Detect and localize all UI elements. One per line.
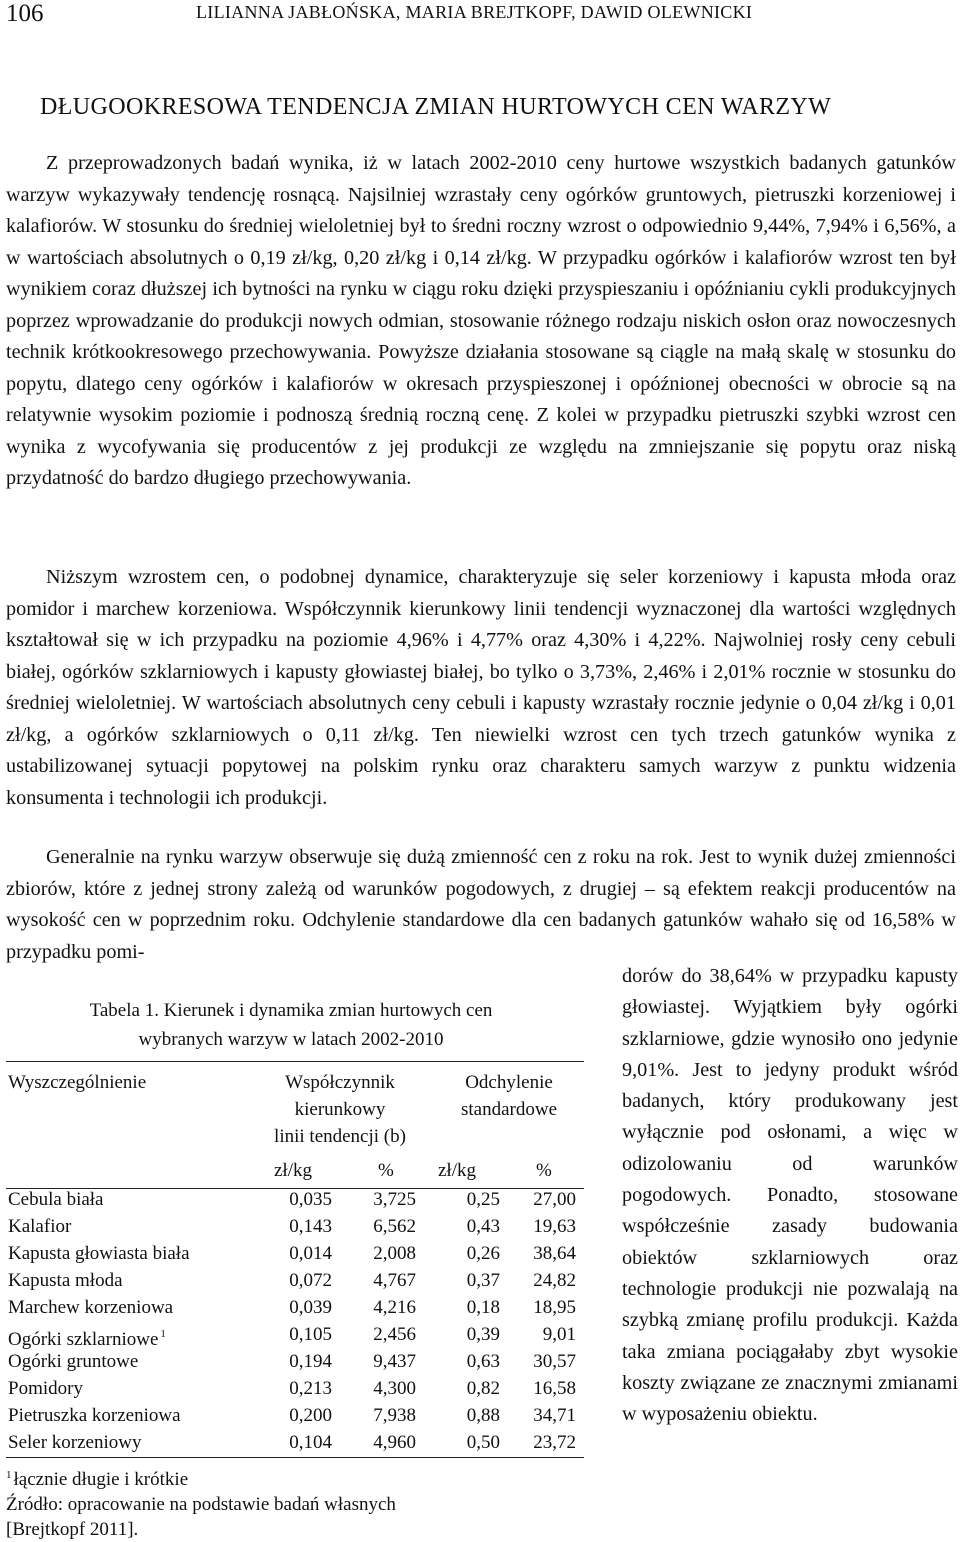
table-caption [6, 996, 576, 1054]
coef-abs [289, 1240, 332, 1267]
coef-pct-text: 2,008 [373, 1243, 416, 1264]
std-abs [467, 1429, 500, 1456]
coef-pct-text: 7,938 [373, 1405, 416, 1426]
std-abs-text: 0,43 [466, 1216, 500, 1237]
table-row [6, 1429, 584, 1456]
row-name [8, 1213, 71, 1240]
std-pct-text: 16,58 [533, 1378, 576, 1399]
std-abs-text: 0,50 [466, 1432, 500, 1453]
paragraph-1-text: Z przeprowadzonych badań wynika, iż w latach 2002-2010 ceny hurtowe wszystkich badanych gatunków warzyw wykazywały tendencję rosnącą. Najsilniej wzrastały ceny ogórków gruntowych, pietruszki korzeniowej i kalafiorów. W stosunku do średniej wieloletniej był to średni roczny wzrost o odpowiednio 9,44%, 7,94% i 6,56%, a w wartościach absolutnych o 0,19 zł/kg, 0,20 zł/kg i 0,14 zł/kg. W przypadku ogórków i kalafiorów wzrost ten był wynikiem coraz dłuższej ich bytności na rynku w ciągu roku dzięki przyspieszaniu i opóźnianiu cykli produkcyjnych poprzez wprowadzanie do produkcji nowych odmian, stosowanie różnego rodzaju niskich osłon oraz nowoczesnych technik krótkookresowego przechowywania. Powyższe działania stosowane są ciągle na małą skalę w stosunku do popytu, dlatego ceny ogórków i kalafiorów w okresach przyspieszonej i opóźnionej obecności w obrocie są na relatywnie wysokim poziomie i podnoszą średnią roczną cenę. Z kolei w przypadku pietruszki szybki wzrost cen wynika z wycofywania się producentów z jej produkcji ze względu na zmniejszanie się popytu oraz niską przydatność do bardzo długiego przechowywania. [6, 152, 956, 489]
std-abs-text: 0,82 [466, 1378, 500, 1399]
footnote-text: łącznie długie i krótkie [13, 1469, 189, 1490]
paragraph-3-continued: dorów do 38,64% w przypadku kapusty głowiastej. Wyjątkiem były ogórki szklarniowe, gdzie wynosiło ono jedynie 9,01%. Jest to jedyny produkt wśród badanych, który produkowany jest wyłącznie pod osłonami, a więc w odizolowaniu od warunków pogodowych. Ponadto, stosowane współcześnie zasady budowania obiektów szklarniowych oraz technologie produkcji nie pozwalają na szybką zmianę profilu produkcji. Każda taka zmiana pociągałaby zbyt wysokie koszty związane ze znacznymi zmianami w wyposażeniu obiektu. [622, 965, 958, 1426]
std-pct [533, 1240, 576, 1267]
table-source-line-1: Źródło: opracowanie na podstawie badań własnych [6, 1494, 396, 1515]
coef-abs-text: 0,039 [289, 1297, 332, 1318]
coef-pct-text: 3,725 [373, 1189, 416, 1210]
coef-pct-text: 4,767 [373, 1270, 416, 1291]
authors-header: LILIANNA JABŁOŃSKA, MARIA BREJTKOPF, DAWID OLEWNICKI [196, 2, 753, 22]
table-row [6, 1375, 584, 1402]
table-row [6, 1348, 584, 1375]
coef-abs-text: 0,014 [289, 1243, 332, 1264]
unit-coef-pct: % [378, 1160, 394, 1181]
table-row [6, 1321, 584, 1348]
unit-std-abs: zł/kg [438, 1160, 476, 1181]
coef-abs-text: 0,143 [289, 1216, 332, 1237]
row-name [8, 1402, 181, 1429]
std-pct-text: 30,57 [533, 1351, 576, 1372]
row-name [8, 1294, 173, 1321]
header-coefficient-line-3: linii tendencji (b) [274, 1126, 406, 1147]
coef-pct [373, 1402, 416, 1429]
coef-pct [373, 1267, 416, 1294]
coef-abs-text: 0,035 [289, 1189, 332, 1210]
table-caption-line-1: Tabela 1. Kierunek i dynamika zmian hurtowych cen [89, 1000, 493, 1021]
std-pct-text: 23,72 [533, 1432, 576, 1453]
row-name-text: Ogórki gruntowe [8, 1351, 139, 1372]
coef-abs [289, 1267, 332, 1294]
std-abs [467, 1186, 500, 1213]
header-coefficient-line-2: kierunkowy [294, 1099, 386, 1120]
std-pct [533, 1213, 576, 1240]
std-abs-text: 0,18 [466, 1297, 500, 1318]
header-coefficient-line-1: Współczynnik [285, 1072, 395, 1093]
std-pct-text: 19,63 [533, 1216, 576, 1237]
paragraph-2-text: Niższym wzrostem cen, o podobnej dynamice, charakteryzuje się seler korzeniowy i kapusta młoda oraz pomidor i marchew korzeniowa. Współczynnik kierunkowy linii tendencji wyznaczonej dla wartości względnych kształtował się w ich przypadku na poziomie 4,96% i 4,77% oraz 4,30% i 4,22%. Najwolniej rosły ceny cebuli białej, ogórków szklarniowych i kapusty głowiastej białej, bo tylko o 3,73%, 2,46% i 2,01% rocznie w stosunku do średniej wieloletniej. W wartościach absolutnych ceny cebuli i kapusty wzrastały rocznie jedynie o 0,04 zł/kg i 0,01 zł/kg, a ogórków szklarniowych o 0,11 zł/kg. Ten niewielki wzrost cen tych trzech gatunków wynika z ustabilizowanej sytuacji popytowej na polskim rynku oraz charakteru samych warzyw z punktu widzenia konsumenta i technologii ich produkcji. [6, 566, 956, 809]
table-footnote [6, 1463, 566, 1492]
std-pct-text: 9,01 [542, 1324, 576, 1345]
section-title: DŁUGOOKRESOWA TENDENCJA ZMIAN HURTOWYCH CEN WARZYW [40, 94, 832, 120]
coef-pct-text: 4,960 [373, 1432, 416, 1453]
std-pct-text: 27,00 [533, 1189, 576, 1210]
std-pct [533, 1186, 576, 1213]
table-row [6, 1186, 584, 1213]
coef-abs-text: 0,200 [289, 1405, 332, 1426]
std-abs-text: 0,88 [466, 1405, 500, 1426]
table-source-line-2: [Brejtkopf 2011]. [6, 1519, 139, 1540]
std-abs-text: 0,37 [466, 1270, 500, 1291]
std-abs [467, 1240, 500, 1267]
std-abs [467, 1348, 500, 1375]
paragraph-3-text: Generalnie na rynku warzyw obserwuje się dużą zmienność cen z roku na rok. Jest to wynik dużej zmienności zbiorów, które z jednej strony zależą od warunków pogodowych, z drugiej – są efektem reakcji producentów na wysokość cen w poprzednim roku. Odchylenie standardowe dla cen badanych gatunków wahało się od 16,58% w przypadku pomi- [6, 846, 956, 963]
std-abs [467, 1402, 500, 1429]
coef-pct [373, 1375, 416, 1402]
coef-abs-text: 0,213 [289, 1378, 332, 1399]
coef-abs [289, 1321, 332, 1348]
coef-pct [373, 1186, 416, 1213]
coef-abs [289, 1213, 332, 1240]
row-name-text: Kapusta głowiasta biała [8, 1243, 190, 1264]
coef-abs [289, 1429, 332, 1456]
std-pct [533, 1375, 576, 1402]
std-pct-text: 24,82 [533, 1270, 576, 1291]
coef-abs [289, 1402, 332, 1429]
coef-pct [373, 1321, 416, 1348]
table-notes [6, 1463, 566, 1542]
footnote-ref: 1 [160, 1328, 166, 1340]
std-pct [533, 1267, 576, 1294]
header-std-line-2: standardowe [460, 1099, 558, 1120]
row-name-text: Ogórki szklarniowe [8, 1329, 159, 1350]
row-name [8, 1348, 138, 1375]
std-abs [467, 1213, 500, 1240]
std-abs [467, 1267, 500, 1294]
coef-pct-text: 4,216 [373, 1297, 416, 1318]
coef-abs [289, 1186, 332, 1213]
paragraph-2 [6, 562, 956, 814]
table-row [6, 1267, 584, 1294]
row-name [8, 1375, 83, 1402]
coef-abs [289, 1294, 332, 1321]
footnote-mark: 1 [6, 1469, 12, 1481]
header-std-deviation [434, 1069, 584, 1123]
coef-abs-text: 0,194 [289, 1351, 332, 1372]
unit-coef-abs: zł/kg [274, 1160, 312, 1181]
std-abs-text: 0,25 [466, 1189, 500, 1210]
coef-pct [373, 1213, 416, 1240]
coef-abs [289, 1348, 332, 1375]
coef-pct-text: 9,437 [373, 1351, 416, 1372]
row-name [8, 1240, 190, 1267]
std-pct [533, 1429, 576, 1456]
std-pct [533, 1294, 576, 1321]
running-header [0, 0, 960, 30]
coef-pct [373, 1429, 416, 1456]
std-pct [543, 1321, 576, 1348]
row-name-text: Marchew korzeniowa [8, 1297, 174, 1318]
table-row [6, 1402, 584, 1429]
row-name-text: Seler korzeniowy [8, 1432, 142, 1453]
row-name-text: Kapusta młoda [8, 1270, 123, 1291]
std-abs-text: 0,63 [466, 1351, 500, 1372]
table-caption-line-2: wybranych warzyw w latach 2002-2010 [138, 1029, 444, 1050]
coef-pct [373, 1294, 416, 1321]
row-name [8, 1267, 123, 1294]
coef-abs-text: 0,105 [289, 1324, 332, 1345]
coef-abs-text: 0,072 [289, 1270, 332, 1291]
row-name-text: Kalafior [8, 1216, 72, 1237]
row-name [8, 1429, 141, 1456]
row-name [8, 1186, 104, 1213]
std-pct-text: 34,71 [533, 1405, 576, 1426]
paragraph-1 [6, 148, 956, 495]
coef-pct-text: 4,300 [373, 1378, 416, 1399]
coef-pct-text: 2,456 [373, 1324, 416, 1345]
page-number: 106 [6, 0, 44, 27]
coef-abs [289, 1375, 332, 1402]
header-std-line-1: Odchylenie [465, 1072, 553, 1093]
header-coefficient [252, 1069, 428, 1150]
header-label: Wyszczególnienie [8, 1072, 147, 1093]
std-abs [467, 1321, 500, 1348]
std-pct-text: 38,64 [533, 1243, 576, 1264]
table-row [6, 1294, 584, 1321]
std-pct [533, 1348, 576, 1375]
std-abs [467, 1294, 500, 1321]
row-name-text: Pietruszka korzeniowa [8, 1405, 181, 1426]
std-abs-text: 0,26 [466, 1243, 500, 1264]
coef-pct [373, 1348, 416, 1375]
coef-pct [373, 1240, 416, 1267]
std-abs [467, 1375, 500, 1402]
std-pct [533, 1402, 576, 1429]
paragraph-3 [6, 842, 956, 968]
table-top-rule [6, 1061, 584, 1062]
table-row [6, 1213, 584, 1240]
table-bottom-rule [6, 1457, 584, 1458]
std-abs-text: 0,39 [466, 1324, 500, 1345]
coef-pct-text: 6,562 [373, 1216, 416, 1237]
row-name-text: Cebula biała [8, 1189, 104, 1210]
table-row [6, 1240, 584, 1267]
coef-abs-text: 0,104 [289, 1432, 332, 1453]
std-pct-text: 18,95 [533, 1297, 576, 1318]
unit-std-pct: % [536, 1160, 552, 1181]
row-name-text: Pomidory [8, 1378, 83, 1399]
